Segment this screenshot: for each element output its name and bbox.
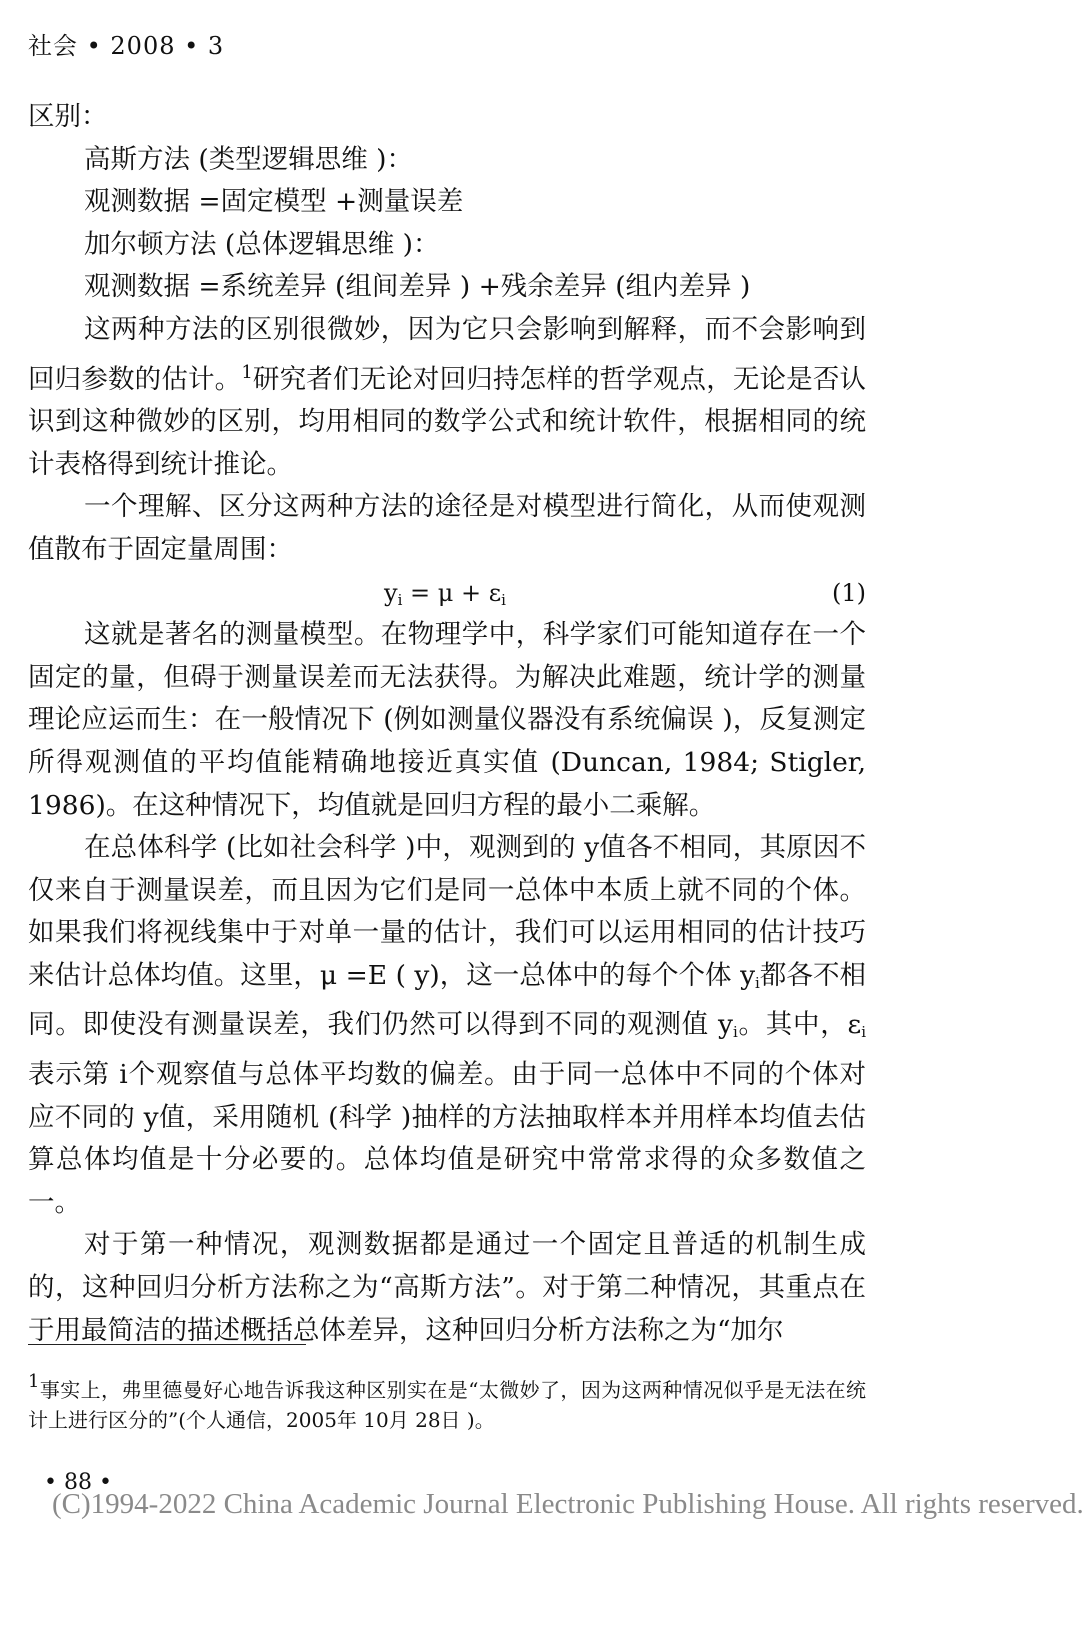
footnote-text: 事实上，弗里德曼好心地告诉我这种区别实在是“太微妙了，因为这两种情况似乎是无法在统计上进行区分的”(个人通信，2005年 10月 28日 )。 bbox=[28, 1378, 866, 1432]
paragraph-4-text-b: 都各不相同。即使没有测量误差，我们仍然可以得到不同的观测值 bbox=[28, 959, 866, 1041]
period: 。 bbox=[737, 1009, 766, 1041]
math-y-subscript: i bbox=[755, 973, 760, 992]
math-y: y bbox=[740, 959, 756, 991]
gauss-method-label: 高斯方法 (类型逻辑思维 )： bbox=[84, 143, 414, 175]
paragraph-1-text-b: 研究者们无论对回归持怎样的哲学观点，无论是否认识到这种微妙的区别，均用相同的数学公式和统计软件，根据相同的统计表格得到统计推论。 bbox=[28, 363, 867, 480]
paragraph-4 bbox=[28, 827, 866, 1224]
copyright-watermark: (C)1994-2022 China Academic Journal Electronic Publishing House. All rights reserved. bbox=[52, 1488, 1084, 1520]
footnote bbox=[28, 1367, 866, 1435]
eq-rhs: = μ + bbox=[402, 578, 489, 607]
footnote-divider bbox=[28, 1344, 306, 1345]
math-y-2-subscript: i bbox=[732, 1023, 738, 1042]
math-y-2: y bbox=[717, 1009, 733, 1041]
math-epsilon: ε bbox=[847, 1009, 862, 1041]
paragraph-5: 对于第一种情况，观测数据都是通过一个固定且普适的机制生成的，这种回归分析方法称之为“高斯方法”。对于第二种情况，其重点在于用最简洁的描述概括总体差异，这种回归分析方法称之为“加尔 bbox=[28, 1229, 866, 1346]
galton-method-label: 加尔顿方法 (总体逻辑思维 )： bbox=[84, 228, 440, 260]
intro-line: 区别： bbox=[28, 101, 108, 132]
eq-epsilon-subscript: i bbox=[501, 590, 506, 609]
paragraph-1 bbox=[28, 309, 866, 486]
math-epsilon-subscript: i bbox=[861, 1023, 866, 1042]
eq-y-subscript: i bbox=[397, 590, 403, 609]
paragraph-4-text-c: 其中， bbox=[765, 1009, 848, 1041]
page-number: • 88 • bbox=[44, 1470, 112, 1495]
equation-number: (1) bbox=[832, 578, 866, 607]
paragraph-3: 这就是著名的测量模型。在物理学中，科学家们可能知道存在一个固定的量，但碍于测量误差而无法获得。为解决此难题，统计学的测量理论应运而生：在一般情况下 (例如测量仪器没有系统偏误 )，反复测定所得观测值的平均值能精确地接近真实值 (Duncan, 1984; Stigler, 1986)。在这种情况下，均值就是回归方程的最小二乘解。 bbox=[28, 619, 866, 821]
body-text bbox=[28, 96, 866, 1352]
footnote-1 bbox=[28, 1367, 866, 1435]
equation-1-row bbox=[28, 572, 866, 615]
running-header: 社会 • 2008 • 3 bbox=[28, 32, 225, 60]
gauss-formula: 观测数据 =固定模型 +测量误差 bbox=[84, 186, 464, 218]
footnote-reference: 1 bbox=[241, 361, 253, 383]
footnote-mark: 1 bbox=[28, 1371, 40, 1392]
paragraph-4-text-d: 表示第 i个观察值与总体平均数的偏差。由于同一总体中不同的个体对应不同的 y值，采用随机 (科学 )抽样的方法抽取样本并用样本均值去估算总体均值是十分必要的。总体均值是研究中常常求得的众多数值之一。 bbox=[28, 1059, 866, 1218]
eq-y: y bbox=[384, 578, 398, 607]
equation-1 bbox=[384, 572, 506, 622]
eq-epsilon: ε bbox=[488, 578, 502, 607]
paragraph-1-text-a: 这两种方法的区别很微妙，因为它只会影响到解释，而不会影响到回归参数的估计。 bbox=[28, 313, 866, 395]
galton-formula: 观测数据 =系统差异 (组间差异 ) +残余差异 (组内差异 ) bbox=[84, 271, 751, 303]
paragraph-4-text-a: 在总体科学 (比如社会科学 )中，观测到的 y值各不相同，其原因不仅来自于测量误差，而且因为它们是同一总体中本质上就不同的个体。如果我们将视线集中于对单一量的估计，我们可以运用相同的估计技巧来估计总体均值。这里，μ =E ( y)，这一总体中的每个个体 bbox=[28, 832, 866, 991]
paragraph-2: 一个理解、区分这两种方法的途径是对模型进行简化，从而使观测值散布于固定量周围： bbox=[28, 491, 866, 565]
